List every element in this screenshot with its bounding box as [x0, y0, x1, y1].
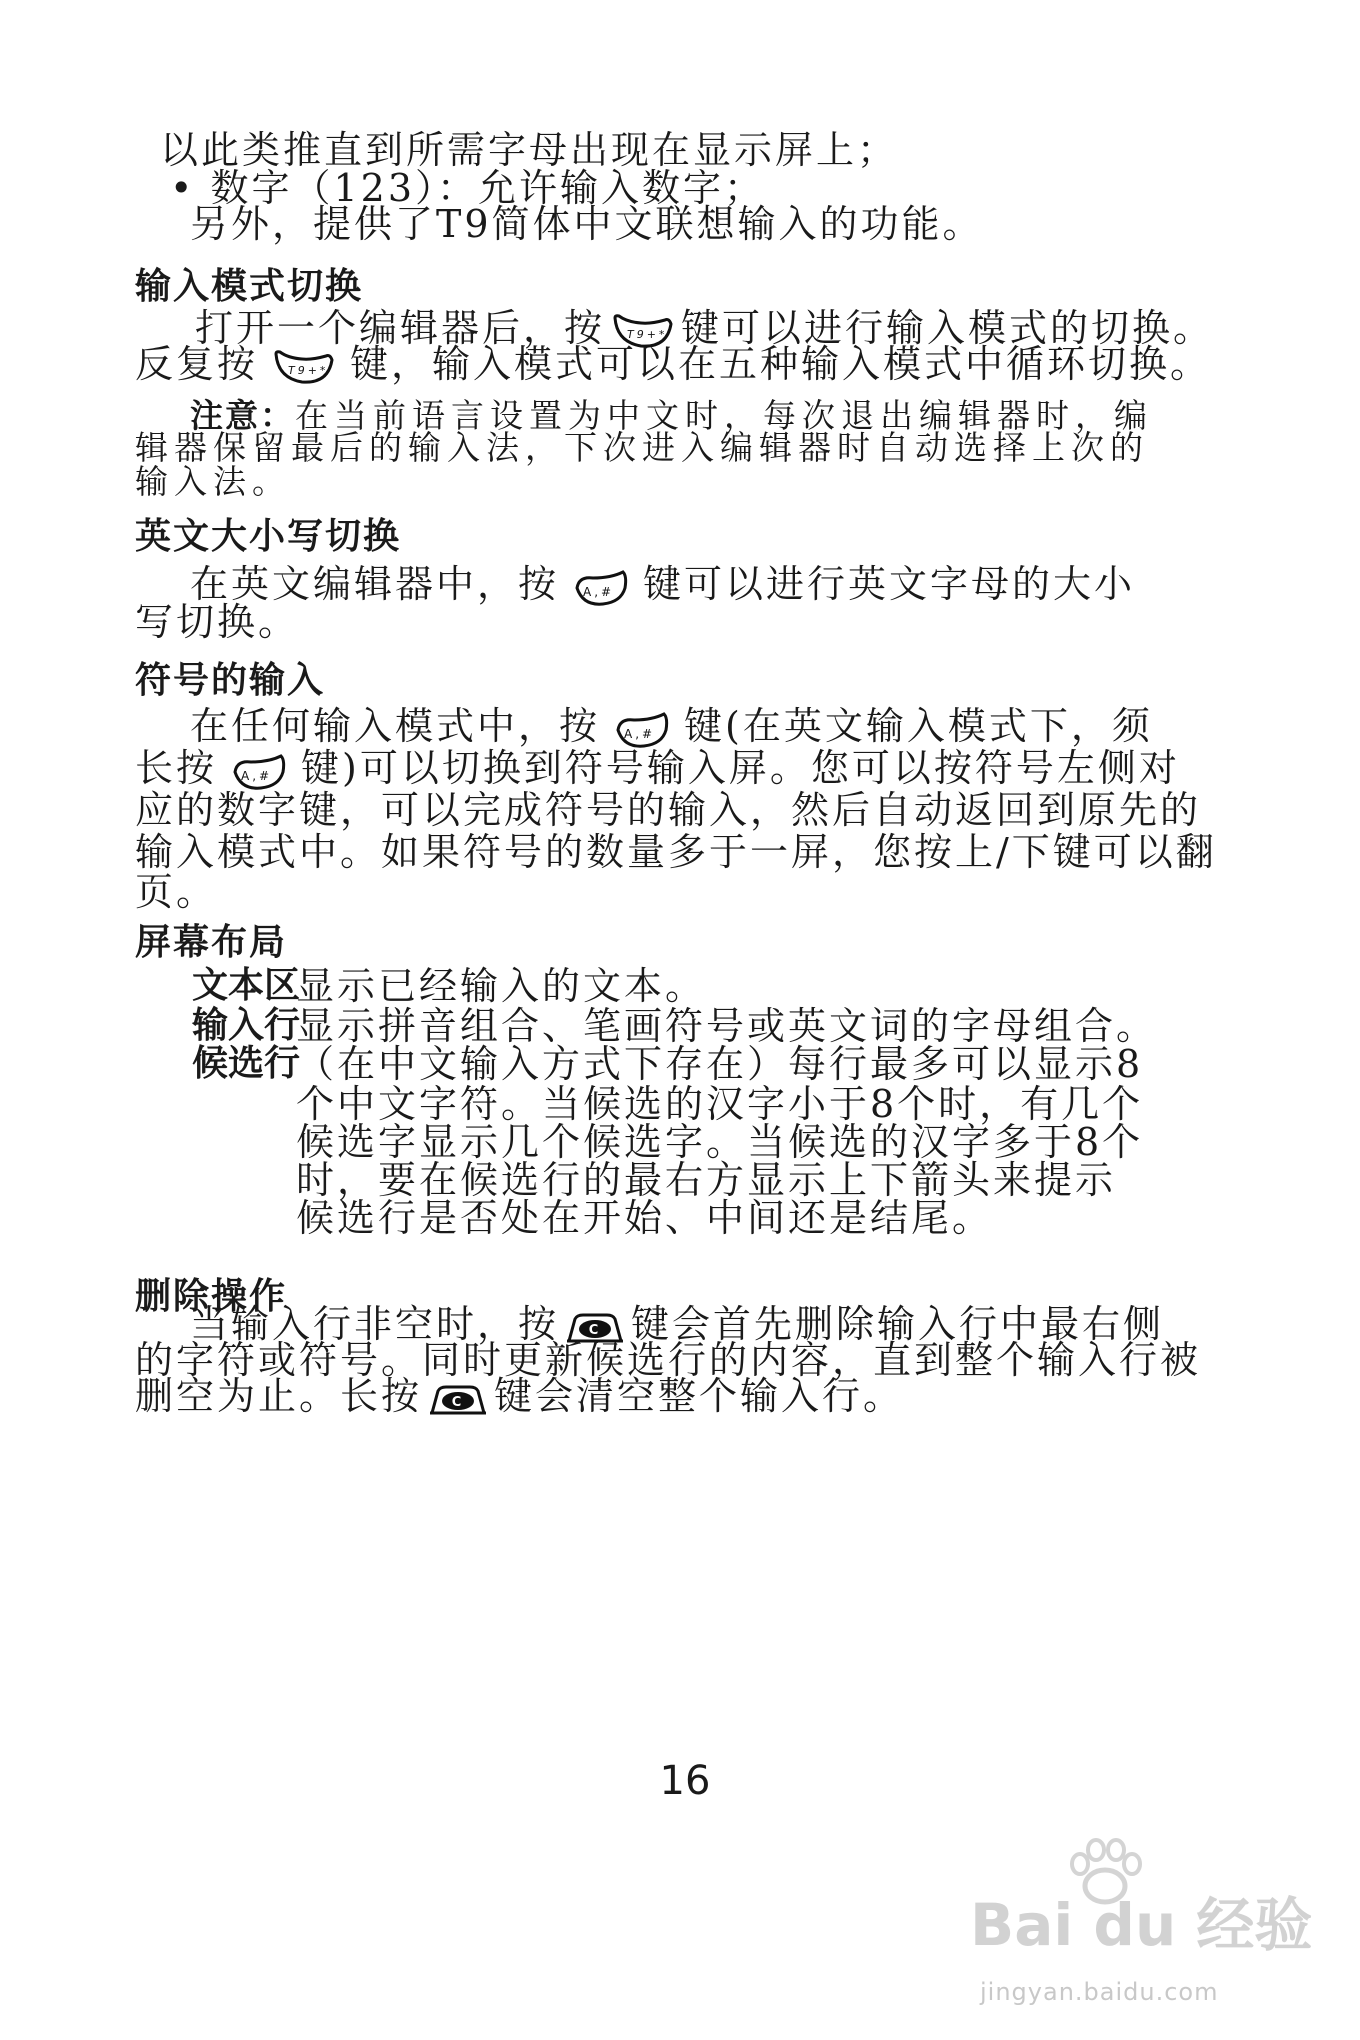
- term-description: 候选字显示几个候选字。当候选的汉字多于8个: [296, 1120, 1144, 1164]
- text-segment: 键(在英文输入模式下，须: [684, 704, 1153, 748]
- term-description: 显示拼音组合、笔画符号或英文词的字母组合。: [296, 1004, 1158, 1048]
- term-candidate-line: 候选行: [192, 1043, 301, 1084]
- paragraph-line: 的字符或符号。同时更新候选行的内容，直到整个输入行被: [135, 1338, 1202, 1382]
- paragraph-line: [135, 1372, 904, 1420]
- case-key-label: A,#: [624, 726, 656, 741]
- text-segment: 键会首先删除输入行中最右侧: [631, 1302, 1165, 1346]
- case-key-label: A,#: [583, 584, 615, 599]
- text-segment: 在任何输入模式中，按: [190, 704, 601, 748]
- note-line: 辑器保留最后的输入法，下次进入编辑器时自动选择上次的: [135, 428, 1149, 467]
- term-description: 显示已经输入的文本。: [296, 964, 707, 1008]
- text-segment: 键可以进行输入模式的切换。: [681, 306, 1215, 350]
- text-segment: 键)可以切换到符号输入屏。您可以按符号左侧对: [301, 746, 1180, 790]
- watermark-logo: Bai du 经验: [970, 1891, 1313, 1959]
- paragraph-line: 输入模式中。如果符号的数量多于一屏，您按上/下键可以翻: [135, 830, 1217, 874]
- section-heading-symbol-input: 符号的输入: [135, 660, 326, 701]
- case-key-icon: [573, 568, 629, 608]
- baidu-watermark: [950, 1838, 1313, 2038]
- text-segment: 键，输入模式可以在五种输入模式中循环切换。: [350, 342, 1212, 386]
- term-description: （在中文输入方式下存在）每行最多可以显示8: [296, 1042, 1144, 1086]
- text-segment: 打开一个编辑器后，按: [195, 306, 606, 350]
- clear-key-label: C: [451, 1394, 465, 1410]
- text-segment: 删空为止。长按: [135, 1374, 423, 1418]
- bullet-line: • 数字（123）：允许输入数字；: [170, 166, 766, 210]
- section-heading-case-switch: 英文大小写切换: [135, 516, 402, 557]
- note-line: 输入法。: [135, 462, 291, 501]
- section-heading-screen-layout: 屏幕布局: [135, 922, 288, 963]
- text-segment: 反复按: [135, 342, 259, 386]
- term-description: 个中文字符。当候选的汉字小于8个时，有几个: [296, 1082, 1144, 1126]
- paragraph-line: [135, 744, 1180, 792]
- text-segment: 长按: [135, 746, 218, 790]
- term-description: 候选行是否处在开始、中间还是结尾。: [296, 1196, 994, 1240]
- paragraph-line: 应的数字键，可以完成符号的输入，然后自动返回到原先的: [135, 788, 1202, 832]
- paragraph-line: 页。: [135, 870, 218, 914]
- term-input-line: 输入行: [192, 1005, 301, 1046]
- clear-key-icon: [426, 1383, 490, 1417]
- paragraph-line: [190, 560, 1135, 608]
- section-heading-delete: 删除操作: [135, 1276, 288, 1317]
- paragraph-line: [135, 340, 1211, 388]
- paragraph-line: [190, 702, 1153, 750]
- paragraph-line: 写切换。: [135, 600, 300, 644]
- section-heading-mode-switch: 输入模式切换: [135, 266, 364, 307]
- text-segment: 当输入行非空时，按: [190, 1302, 560, 1346]
- t9-key-label: T9+*: [288, 363, 329, 377]
- t9-key-icon: [272, 348, 336, 388]
- note-label: 注意：: [190, 396, 295, 435]
- term-text-area: 文本区: [192, 965, 301, 1006]
- text-line: 以此类推直到所需字母出现在显示屏上；: [160, 128, 899, 172]
- text-line: 另外，提供了T9简体中文联想输入的功能。: [190, 202, 984, 246]
- watermark-url: jingyan.baidu.com: [980, 1978, 1219, 2006]
- term-description: 时，要在候选行的最右方显示上下箭头来提示: [296, 1158, 1117, 1202]
- clear-key-label: C: [588, 1322, 602, 1338]
- page-number: 16: [659, 1758, 711, 1804]
- note-text: 在当前语言设置为中文时，每次退出编辑器时，编: [295, 396, 1153, 435]
- text-segment: 在英文编辑器中，按: [190, 562, 560, 606]
- text-segment: 键会清空整个输入行。: [494, 1374, 905, 1418]
- text-segment: 键可以进行英文字母的大小: [643, 562, 1136, 606]
- case-key-label: A,#: [241, 768, 273, 783]
- t9-key-label: T9+*: [627, 327, 668, 341]
